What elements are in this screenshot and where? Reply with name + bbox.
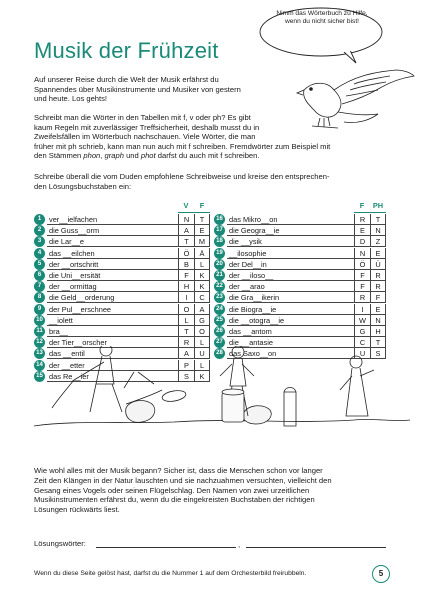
table-row: [214, 304, 392, 315]
letter-option[interactable]: P: [178, 360, 194, 371]
stone-age-musicians-illustration-icon: [34, 346, 410, 434]
row-number-badge: 25: [214, 315, 225, 326]
letter-option[interactable]: O: [178, 304, 194, 315]
table-row: [214, 225, 392, 236]
letter-option[interactable]: E: [370, 304, 386, 315]
letter-option[interactable]: H: [178, 281, 194, 292]
word-gap-field[interactable]: die Geogra__ie: [227, 225, 354, 236]
table-row: [34, 315, 212, 326]
word-gap-field[interactable]: der __ormittag: [47, 281, 178, 292]
answer-line-1[interactable]: [96, 547, 236, 548]
table-row: [214, 236, 392, 247]
table-row: [214, 292, 392, 303]
word-gap-field[interactable]: der Del__in: [227, 259, 354, 270]
table-row: [34, 225, 212, 236]
word-gap-field[interactable]: __ilosophie: [227, 248, 354, 259]
letter-option[interactable]: F: [370, 292, 386, 303]
row-number-badge: 4: [34, 248, 45, 259]
row-number-badge: 23: [214, 292, 225, 303]
intro-line: Auf unserer Reise durch die Welt der Musik erfährst du: [34, 75, 219, 84]
letter-option[interactable]: L: [194, 259, 210, 270]
word-gap-field[interactable]: das Re__ier: [47, 371, 178, 382]
row-number-badge: 24: [214, 304, 225, 315]
page-title: Musik der Frühzeit: [34, 38, 219, 63]
row-number-badge: 19: [214, 248, 225, 259]
letter-option[interactable]: I: [354, 304, 370, 315]
table-row: [34, 326, 212, 337]
letter-option[interactable]: L: [194, 337, 210, 348]
table-row: [34, 281, 212, 292]
table-row: [34, 214, 212, 225]
table-row: [34, 236, 212, 247]
intro-text: [34, 75, 296, 104]
letter-option[interactable]: H: [370, 326, 386, 337]
row-number-badge: 9: [34, 304, 45, 315]
row-number-badge: 1: [34, 214, 45, 225]
letter-option[interactable]: G: [194, 315, 210, 326]
word-gap-field[interactable]: die Lar__e: [47, 236, 178, 247]
bubble-text: Nimm das Wörterbuch zu Hilfe, wenn du nicht sicher bist!: [276, 10, 368, 26]
answer-separator: ,: [238, 540, 241, 549]
row-number-badge: 16: [214, 214, 225, 225]
letter-option[interactable]: E: [194, 225, 210, 236]
row-number-badge: 18: [214, 236, 225, 247]
letter-option[interactable]: A: [178, 225, 194, 236]
row-number-badge: 3: [34, 236, 45, 247]
header-f: F: [199, 201, 205, 210]
word-gap-field[interactable]: das __eilchen: [47, 248, 178, 259]
letter-option[interactable]: M: [194, 236, 210, 247]
row-number-badge: 13: [34, 348, 45, 359]
letter-option[interactable]: Ö: [354, 259, 370, 270]
table-row: [34, 270, 212, 281]
instruction-line: Schreibe überall die vom Duden empfohlene Schreibweise und kreise den entsprechen-: [34, 172, 330, 181]
stem-phot: phot: [140, 151, 156, 161]
word-gap-field[interactable]: das Saxo__on: [227, 348, 354, 359]
word-gap-field[interactable]: der __ortschritt: [47, 259, 178, 270]
page-number: 5: [372, 565, 390, 583]
row-number-badge: 21: [214, 270, 225, 281]
letter-option[interactable]: E: [370, 248, 386, 259]
letter-option[interactable]: T: [178, 236, 194, 247]
letter-option[interactable]: R: [370, 281, 386, 292]
word-gap-field[interactable]: ver__ielfachen: [47, 214, 178, 225]
table-row: [214, 326, 392, 337]
word-gap-field[interactable]: der __iloso__: [227, 270, 354, 281]
letter-option[interactable]: L: [194, 360, 210, 371]
row-number-badge: 27: [214, 337, 225, 348]
letter-option[interactable]: S: [370, 348, 386, 359]
table-row: [34, 292, 212, 303]
row-number-badge: 12: [34, 337, 45, 348]
row-number-badge: 5: [34, 259, 45, 270]
explanation-line: Zweifelsfällen im Wörterbuch nachschauen. Viele Wörter, die man: [34, 132, 256, 142]
closing-line: Musikinstrumenten erfährst du, wenn du die eingekreisten Buchstaben der richtigen: [34, 495, 315, 505]
letter-option[interactable]: N: [178, 214, 194, 225]
row-number-badge: 7: [34, 281, 45, 292]
letter-option[interactable]: R: [354, 292, 370, 303]
word-gap-field[interactable]: die __ysik: [227, 236, 354, 247]
word-gap-field[interactable]: der Tier__orscher: [47, 337, 178, 348]
letter-option[interactable]: D: [354, 236, 370, 247]
explanation-text: [34, 113, 409, 161]
stem-graph: graph: [104, 151, 124, 161]
word-gap-field[interactable]: die Geld__orderung: [47, 292, 178, 303]
letter-option[interactable]: R: [370, 270, 386, 281]
word-gap-field[interactable]: das __antom: [227, 326, 354, 337]
header-v: V: [183, 201, 189, 210]
word-gap-field[interactable]: die Biogra__ie: [227, 304, 354, 315]
letter-option[interactable]: K: [194, 281, 210, 292]
letter-option[interactable]: R: [178, 337, 194, 348]
row-number-badge: 26: [214, 326, 225, 337]
letter-option[interactable]: T: [370, 337, 386, 348]
row-number-badge: 11: [34, 326, 45, 337]
letter-option[interactable]: O: [194, 326, 210, 337]
word-gap-field[interactable]: __iolett: [47, 315, 178, 326]
stem-phon: phon: [83, 151, 101, 161]
letter-option[interactable]: A: [194, 304, 210, 315]
answer-label: Lösungswörter:: [34, 539, 86, 548]
letter-option[interactable]: S: [178, 371, 194, 382]
table-row: [214, 315, 392, 326]
letter-option[interactable]: B: [178, 259, 194, 270]
letter-option[interactable]: C: [354, 337, 370, 348]
row-number-badge: 14: [34, 360, 45, 371]
letter-option[interactable]: Ü: [370, 259, 386, 270]
table-row: [214, 270, 392, 281]
table-row: [34, 248, 212, 259]
table-row: [214, 259, 392, 270]
closing-line: Lösungen rückwärts liest.: [34, 505, 120, 515]
row-number-badge: 22: [214, 281, 225, 292]
letter-option[interactable]: Ä: [194, 248, 210, 259]
word-gap-field[interactable]: bra__: [47, 326, 178, 337]
word-gap-field[interactable]: die Uni__ersität: [47, 270, 178, 281]
explanation-line: den Stämmen phon, graph und phot darfst du auch mit f schreiben.: [34, 151, 260, 161]
letter-option[interactable]: U: [354, 348, 370, 359]
letter-option[interactable]: Z: [370, 236, 386, 247]
table-row: [214, 214, 392, 225]
row-number-badge: 8: [34, 292, 45, 303]
table-row: [214, 248, 392, 259]
intro-line: Spannendes über Musikinstrumente und Musiker von gestern: [34, 84, 241, 94]
letter-option[interactable]: A: [178, 348, 194, 359]
header-ph: PH: [372, 201, 384, 210]
letter-option[interactable]: T: [194, 214, 210, 225]
closing-line: Zeit den Klängen in der Natur lauschten und sie nachzuahmen versuchten, vielleicht den: [34, 475, 332, 485]
row-number-badge: 10: [34, 315, 45, 326]
closing-text: [34, 466, 409, 515]
letter-option[interactable]: R: [354, 214, 370, 225]
word-gap-field[interactable]: die Guss__orm: [47, 225, 178, 236]
letter-option[interactable]: F: [354, 281, 370, 292]
header-rule: [354, 212, 386, 213]
word-gap-field[interactable]: das __entil: [47, 348, 178, 359]
letter-option[interactable]: F: [178, 270, 194, 281]
row-number-badge: 28: [214, 348, 225, 359]
answer-line-2[interactable]: [246, 547, 386, 548]
word-gap-field[interactable]: die __antasie: [227, 337, 354, 348]
table-row: [34, 259, 212, 270]
letter-option[interactable]: Ö: [178, 248, 194, 259]
word-gap-field[interactable]: die Gra__ikerin: [227, 292, 354, 303]
letter-option[interactable]: K: [194, 270, 210, 281]
explanation-line: Schreibt man die Wörter in den Tabellen mit f, v oder ph? Es gibt: [34, 113, 251, 122]
footer-text: Wenn du diese Seite gelöst hast, darfst du die Nummer 1 auf dem Orchesterbild freirubbeln.: [34, 570, 307, 577]
table-row: [34, 304, 212, 315]
letter-option[interactable]: N: [354, 248, 370, 259]
closing-line: Gesang eines Vogels oder seinen Flügelschlag. Den Namen von zwei urzeitlichen: [34, 485, 310, 495]
table-row: [214, 281, 392, 292]
letter-option[interactable]: G: [354, 326, 370, 337]
word-gap-field[interactable]: der __etter: [47, 360, 178, 371]
word-gap-field[interactable]: das Mikro__on: [227, 214, 354, 225]
letter-option[interactable]: N: [370, 315, 386, 326]
explanation-line: kaum Regeln mit zuverlässiger Treffsicherheit, deshalb musst du in: [34, 122, 260, 132]
explanation-line: früher mit ph schrieb, kann man nun auch mit f schreiben. Fremdwörter zum Beispiel mit: [34, 141, 331, 151]
letter-option[interactable]: W: [354, 315, 370, 326]
letter-option[interactable]: N: [370, 225, 386, 236]
closing-line: Wie wohl alles mit der Musik begann? Sicher ist, dass die Menschen schon vor langer: [34, 466, 323, 475]
word-gap-field[interactable]: der __arao: [227, 281, 354, 292]
row-number-badge: 15: [34, 371, 45, 382]
letter-option[interactable]: C: [194, 292, 210, 303]
instruction-line: den Lösungsbuchstaben ein:: [34, 181, 132, 191]
letter-option[interactable]: T: [370, 214, 386, 225]
header-f: F: [359, 201, 365, 210]
letter-option[interactable]: E: [354, 225, 370, 236]
letter-option[interactable]: K: [194, 371, 210, 382]
letter-option[interactable]: I: [178, 292, 194, 303]
row-number-badge: 20: [214, 259, 225, 270]
row-number-badge: 17: [214, 225, 225, 236]
header-rule: [178, 212, 210, 213]
instruction-text: [34, 172, 409, 191]
row-number-badge: 6: [34, 270, 45, 281]
letter-option[interactable]: L: [178, 315, 194, 326]
letter-option[interactable]: F: [354, 270, 370, 281]
letter-option[interactable]: U: [194, 348, 210, 359]
word-gap-field[interactable]: die __otogra__ie: [227, 315, 354, 326]
word-gap-field[interactable]: der Pul__erschnee: [47, 304, 178, 315]
row-number-badge: 2: [34, 225, 45, 236]
letter-option[interactable]: T: [178, 326, 194, 337]
intro-line: und heute. Los gehts!: [34, 94, 108, 104]
